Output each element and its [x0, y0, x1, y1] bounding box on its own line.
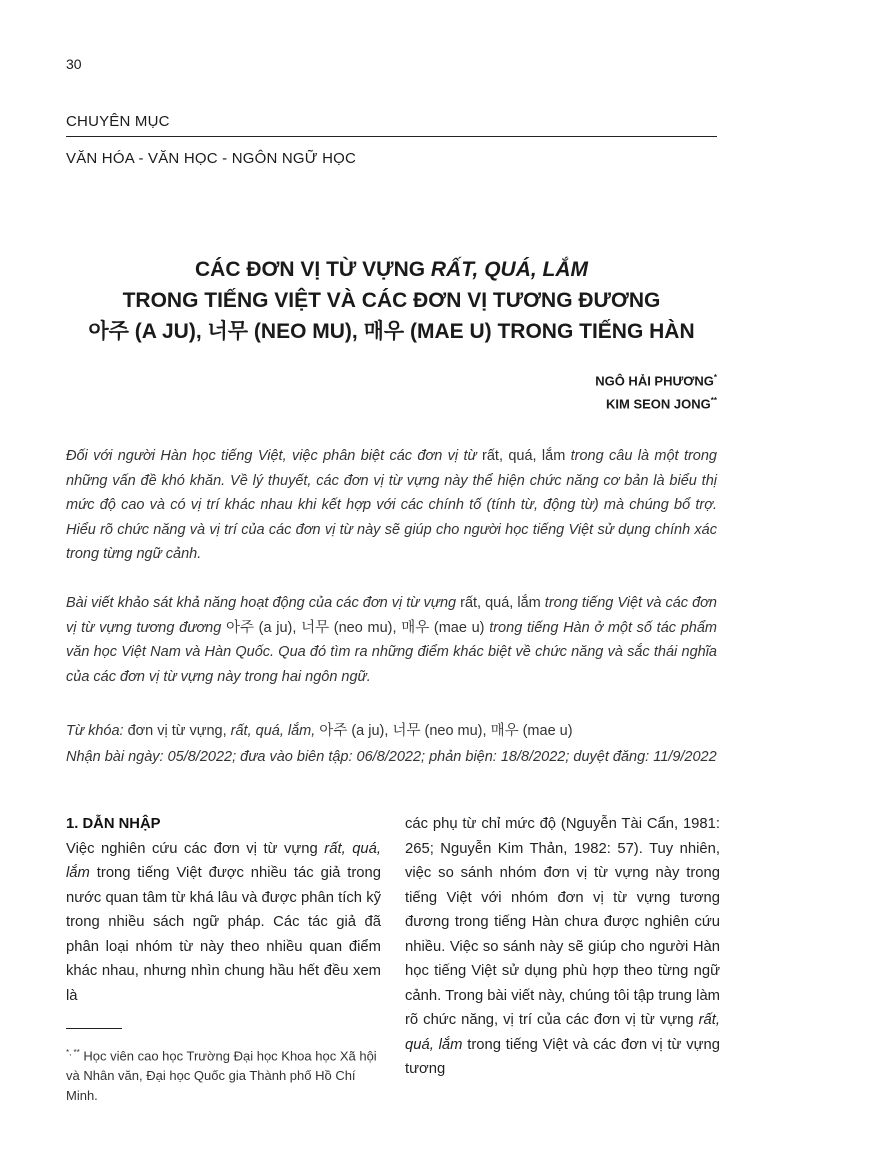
keywords-text: đơn vị từ vựng, [123, 723, 231, 739]
footnote-text: Học viên cao học Trường Đại học Khoa học Xã hội và Nhân văn, Đại học Quốc gia Thành phố Hồ Chí Minh. [66, 1048, 377, 1104]
abstract-text: trong câu là một trong những vấn đề khó khăn. Về lý thuyết, các đơn vị từ vựng này thể hiện chức năng cơ bản là biểu thị mức độ cao và có vị trí khác nhau khi kết hợp với các chính tố (tính từ, động từ) mà chúng bổ trợ. Hiểu rõ chức năng và vị trí của các đơn vị từ này sẽ giúp cho người học tiếng Việt sử dụng chính xác trong từng ngữ cảnh. [66, 448, 717, 562]
keywords-terms: rất, quá, lắm, [230, 723, 316, 739]
section-divider [66, 136, 717, 137]
title-line-2: TRONG TIẾNG VIỆT VÀ CÁC ĐƠN VỊ TƯƠNG ĐƯƠNG [122, 289, 661, 312]
author [595, 368, 717, 391]
title-line-3: 아주 (A JU), 너무 (NEO MU), 매우 (MAE U) TRONG TIẾNG HÀN [88, 320, 695, 343]
title-line-1-prefix: CÁC ĐƠN VỊ TỪ VỰNG [194, 258, 431, 281]
footnote [66, 1043, 381, 1106]
author [595, 391, 717, 414]
body-text: trong tiếng Việt và các đơn vị từ vựng tương [405, 1036, 720, 1077]
keywords-text: 아주 (a ju), 너무 (neo mu), 매우 (mae u) [315, 723, 573, 739]
footnote-divider [66, 1028, 122, 1029]
abstract-terms: rất, quá, lắm [482, 448, 566, 464]
title-line-1 [66, 254, 717, 285]
abstract-korean-terms: 아주 (a ju), 너무 (neo mu), 매우 (mae u) [225, 619, 485, 636]
body-column-right [405, 812, 720, 1082]
author-list [595, 368, 717, 415]
abstract-terms: rất, quá, lắm [460, 595, 541, 611]
abstract-text: Đối với người Hàn học tiếng Việt, việc phân biệt các đơn vị từ [66, 448, 483, 464]
footnote-marks: *, ** [66, 1048, 80, 1057]
title-line-1-terms: RẤT, QUÁ, LẮM [430, 258, 589, 281]
author-mark: * [713, 373, 717, 382]
section-label: CHUYÊN MỤC [66, 113, 170, 130]
author-name: KIM SEON JONG [606, 396, 711, 412]
article-title [66, 254, 717, 347]
keywords [66, 719, 717, 743]
abstract-text: trong tiếng Hàn ở một số tác phẩm văn học Việt Nam và Hàn Quốc. Qua đó tìm ra những điểm khác biệt về chức năng và sắc thái nghĩa của các đơn vị từ vựng này trong hai ngôn ngữ. [66, 619, 717, 685]
body-text: trong tiếng Việt được nhiều tác giả trong nước quan tâm từ khá lâu và được phân tích kỹ trong nhiều sách ngữ pháp. Các tác giả đã phân loại nhóm từ này theo nhiều quan điểm khác nhau, nhưng nhìn chung hầu hết đều xem là [66, 865, 381, 1004]
body-terms: rất, quá, lắm [66, 840, 381, 881]
submission-dates: Nhận bài ngày: 05/8/2022; đưa vào biên tập: 06/8/2022; phản biện: 18/8/2022; duyệt đăng: 11/9/2022 [66, 749, 717, 765]
body-text: các phụ từ chỉ mức độ (Nguyễn Tài Cẩn, 1981: 265; Nguyễn Kim Thản, 1982: 57). Tuy nhiên, việc so sánh nhóm đơn vị từ vựng này trong tiếng Việt với nhóm đơn vị từ vựng tương đương trong tiếng Hàn chưa được nghiên cứu nhiều. Việc so sánh này sẽ giúp cho người Hàn học tiếng Việt sử dụng phù hợp theo từng ngữ cảnh. Trong bài viết này, chúng tôi tập trung làm rõ chức năng, vị trí của các đơn vị từ vựng [405, 816, 720, 1028]
abstract-paragraph-1 [66, 444, 717, 567]
page-number: 30 [66, 56, 82, 72]
body-text: Việc nghiên cứu các đơn vị từ vựng [66, 840, 325, 857]
body-terms: rất, quá, lắm [405, 1012, 720, 1053]
abstract-text: Bài viết khảo sát khả năng hoạt động của các đơn vị từ vựng [66, 595, 461, 611]
author-mark: ** [710, 396, 717, 406]
body-column-left [66, 812, 381, 1008]
body-paragraph [66, 837, 381, 1009]
keywords-label: Từ khóa: [66, 723, 124, 739]
section-subtitle: VĂN HÓA - VĂN HỌC - NGÔN NGỮ HỌC [66, 150, 357, 167]
abstract-paragraph-2 [66, 591, 717, 689]
author-name: NGÔ HẢI PHƯƠNG [595, 373, 714, 389]
section-heading: 1. DẪN NHẬP [66, 816, 161, 832]
abstract-text: trong tiếng Việt và các đơn vị từ vựng tương đương [66, 595, 717, 636]
